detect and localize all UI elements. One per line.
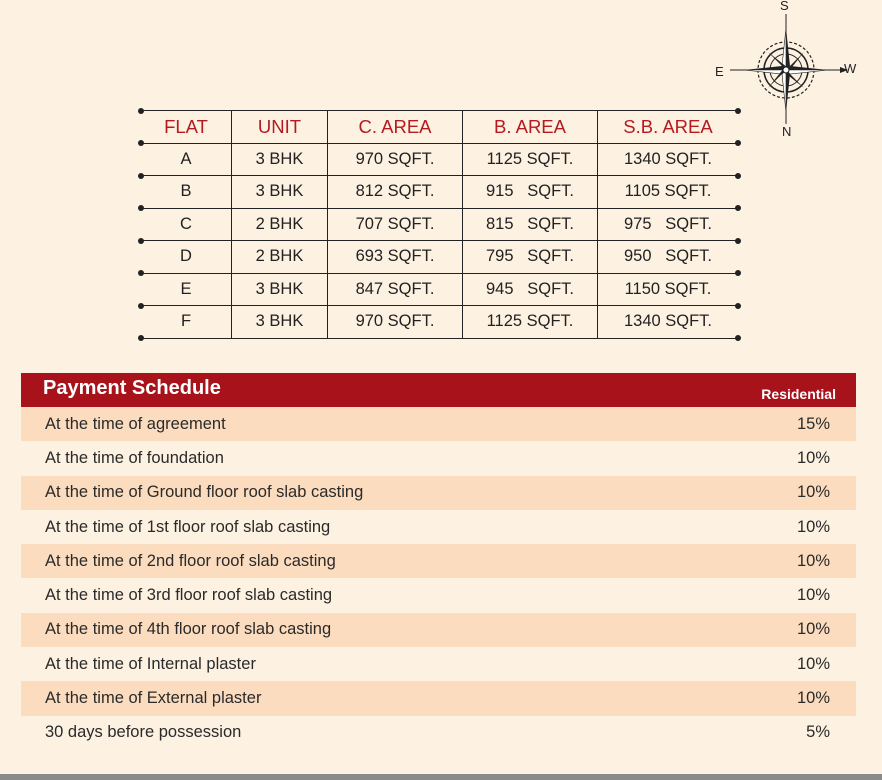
unit-cell: 3 BHK bbox=[232, 176, 328, 208]
schedule-row-value: 10% bbox=[796, 551, 830, 570]
schedule-row-value: 10% bbox=[796, 517, 830, 536]
table-rule bbox=[141, 110, 738, 111]
header-sb-area: S.B. AREA bbox=[623, 115, 713, 137]
schedule-row bbox=[21, 613, 856, 647]
schedule-row bbox=[21, 716, 856, 750]
area-table bbox=[141, 110, 738, 339]
flat-cell: E bbox=[141, 274, 232, 306]
schedule-row-value: 10% bbox=[796, 586, 830, 605]
schedule-row-label: At the time of 4th floor roof slab casting bbox=[45, 620, 332, 639]
b-area-cell: 945 SQFT. bbox=[463, 274, 598, 306]
schedule-row-label: At the time of agreement bbox=[45, 414, 226, 433]
table-rule bbox=[141, 273, 738, 274]
unit-cell: 3 BHK bbox=[232, 306, 328, 338]
header-b-area: B. AREA bbox=[463, 111, 598, 143]
header-flat: FLAT bbox=[141, 111, 232, 143]
schedule-row bbox=[21, 510, 856, 544]
schedule-title: Payment Schedule bbox=[43, 377, 221, 399]
schedule-row bbox=[21, 647, 856, 681]
schedule-row bbox=[21, 407, 856, 441]
schedule-row bbox=[21, 441, 856, 475]
schedule-row-label: At the time of 1st floor roof slab casting bbox=[45, 517, 331, 536]
b-area-cell: 795 SQFT. bbox=[463, 241, 598, 273]
table-rule bbox=[141, 240, 738, 241]
c-area-cell: 970 SQFT. bbox=[328, 306, 463, 338]
c-area-cell: 812 SQFT. bbox=[328, 176, 463, 208]
schedule-row-label: At the time of 2nd floor roof slab casting bbox=[45, 551, 336, 570]
schedule-row-value: 5% bbox=[806, 723, 830, 742]
sb-area-cell: 950 SQFT. bbox=[623, 247, 713, 266]
schedule-row-label: At the time of Ground floor roof slab casting bbox=[45, 483, 364, 502]
compass-south-label: S bbox=[780, 0, 789, 13]
schedule-header bbox=[21, 373, 856, 407]
table-row bbox=[141, 176, 738, 208]
flat-cell: F bbox=[141, 306, 232, 338]
schedule-row bbox=[21, 578, 856, 612]
c-area-cell: 707 SQFT. bbox=[328, 209, 463, 241]
compass-west-label: W bbox=[844, 61, 857, 76]
c-area-cell: 693 SQFT. bbox=[328, 241, 463, 273]
schedule-row-value: 10% bbox=[796, 448, 830, 467]
table-row bbox=[141, 306, 738, 338]
flat-cell: B bbox=[141, 176, 232, 208]
table-row bbox=[141, 241, 738, 273]
flat-cell: A bbox=[141, 144, 232, 176]
schedule-row-label: At the time of foundation bbox=[45, 448, 224, 467]
b-area-cell: 1125 SQFT. bbox=[463, 306, 598, 338]
table-rule bbox=[141, 175, 738, 176]
sb-area-cell: 1150 SQFT. bbox=[624, 279, 712, 298]
header-c-area: C. AREA bbox=[328, 111, 463, 143]
b-area-cell: 915 SQFT. bbox=[463, 176, 598, 208]
schedule-row-label: At the time of 3rd floor roof slab casting bbox=[45, 586, 333, 605]
sb-area-cell: 1105 SQFT. bbox=[624, 182, 712, 201]
table-row bbox=[141, 274, 738, 306]
c-area-cell: 970 SQFT. bbox=[328, 144, 463, 176]
schedule-row bbox=[21, 476, 856, 510]
schedule-row-value: 10% bbox=[796, 654, 830, 673]
schedule-row bbox=[21, 681, 856, 715]
schedule-row-value: 15% bbox=[796, 414, 830, 433]
table-row bbox=[141, 209, 738, 241]
b-area-cell: 1125 SQFT. bbox=[463, 144, 598, 176]
compass-north-label: N bbox=[782, 124, 792, 139]
schedule-row-value: 10% bbox=[796, 689, 830, 708]
payment-schedule bbox=[21, 373, 856, 750]
unit-cell: 2 BHK bbox=[232, 209, 328, 241]
unit-cell: 3 BHK bbox=[232, 274, 328, 306]
schedule-row-label: At the time of Internal plaster bbox=[45, 654, 256, 673]
c-area-cell: 847 SQFT. bbox=[328, 274, 463, 306]
bottom-divider bbox=[0, 774, 882, 780]
schedule-row bbox=[21, 544, 856, 578]
flat-cell: D bbox=[141, 241, 232, 273]
sb-area-cell: 975 SQFT. bbox=[623, 214, 713, 233]
unit-cell: 2 BHK bbox=[232, 241, 328, 273]
table-rule bbox=[141, 338, 738, 339]
header-unit: UNIT bbox=[232, 111, 328, 143]
schedule-row-label: At the time of External plaster bbox=[45, 689, 262, 708]
table-rule bbox=[141, 305, 738, 306]
sb-area-cell: 1340 SQFT. bbox=[623, 312, 713, 331]
b-area-cell: 815 SQFT. bbox=[463, 209, 598, 241]
sb-area-cell: 1340 SQFT. bbox=[623, 149, 713, 168]
compass-east-label: E bbox=[715, 64, 724, 79]
schedule-row-value: 10% bbox=[796, 483, 830, 502]
schedule-row-label: 30 days before possession bbox=[45, 723, 242, 742]
unit-cell: 3 BHK bbox=[232, 144, 328, 176]
schedule-row-value: 10% bbox=[796, 620, 830, 639]
table-header-row bbox=[141, 111, 738, 143]
flat-cell: C bbox=[141, 209, 232, 241]
table-rule bbox=[141, 143, 738, 144]
table-row bbox=[141, 144, 738, 176]
table-rule bbox=[141, 208, 738, 209]
schedule-column-label: Residential bbox=[761, 386, 836, 402]
